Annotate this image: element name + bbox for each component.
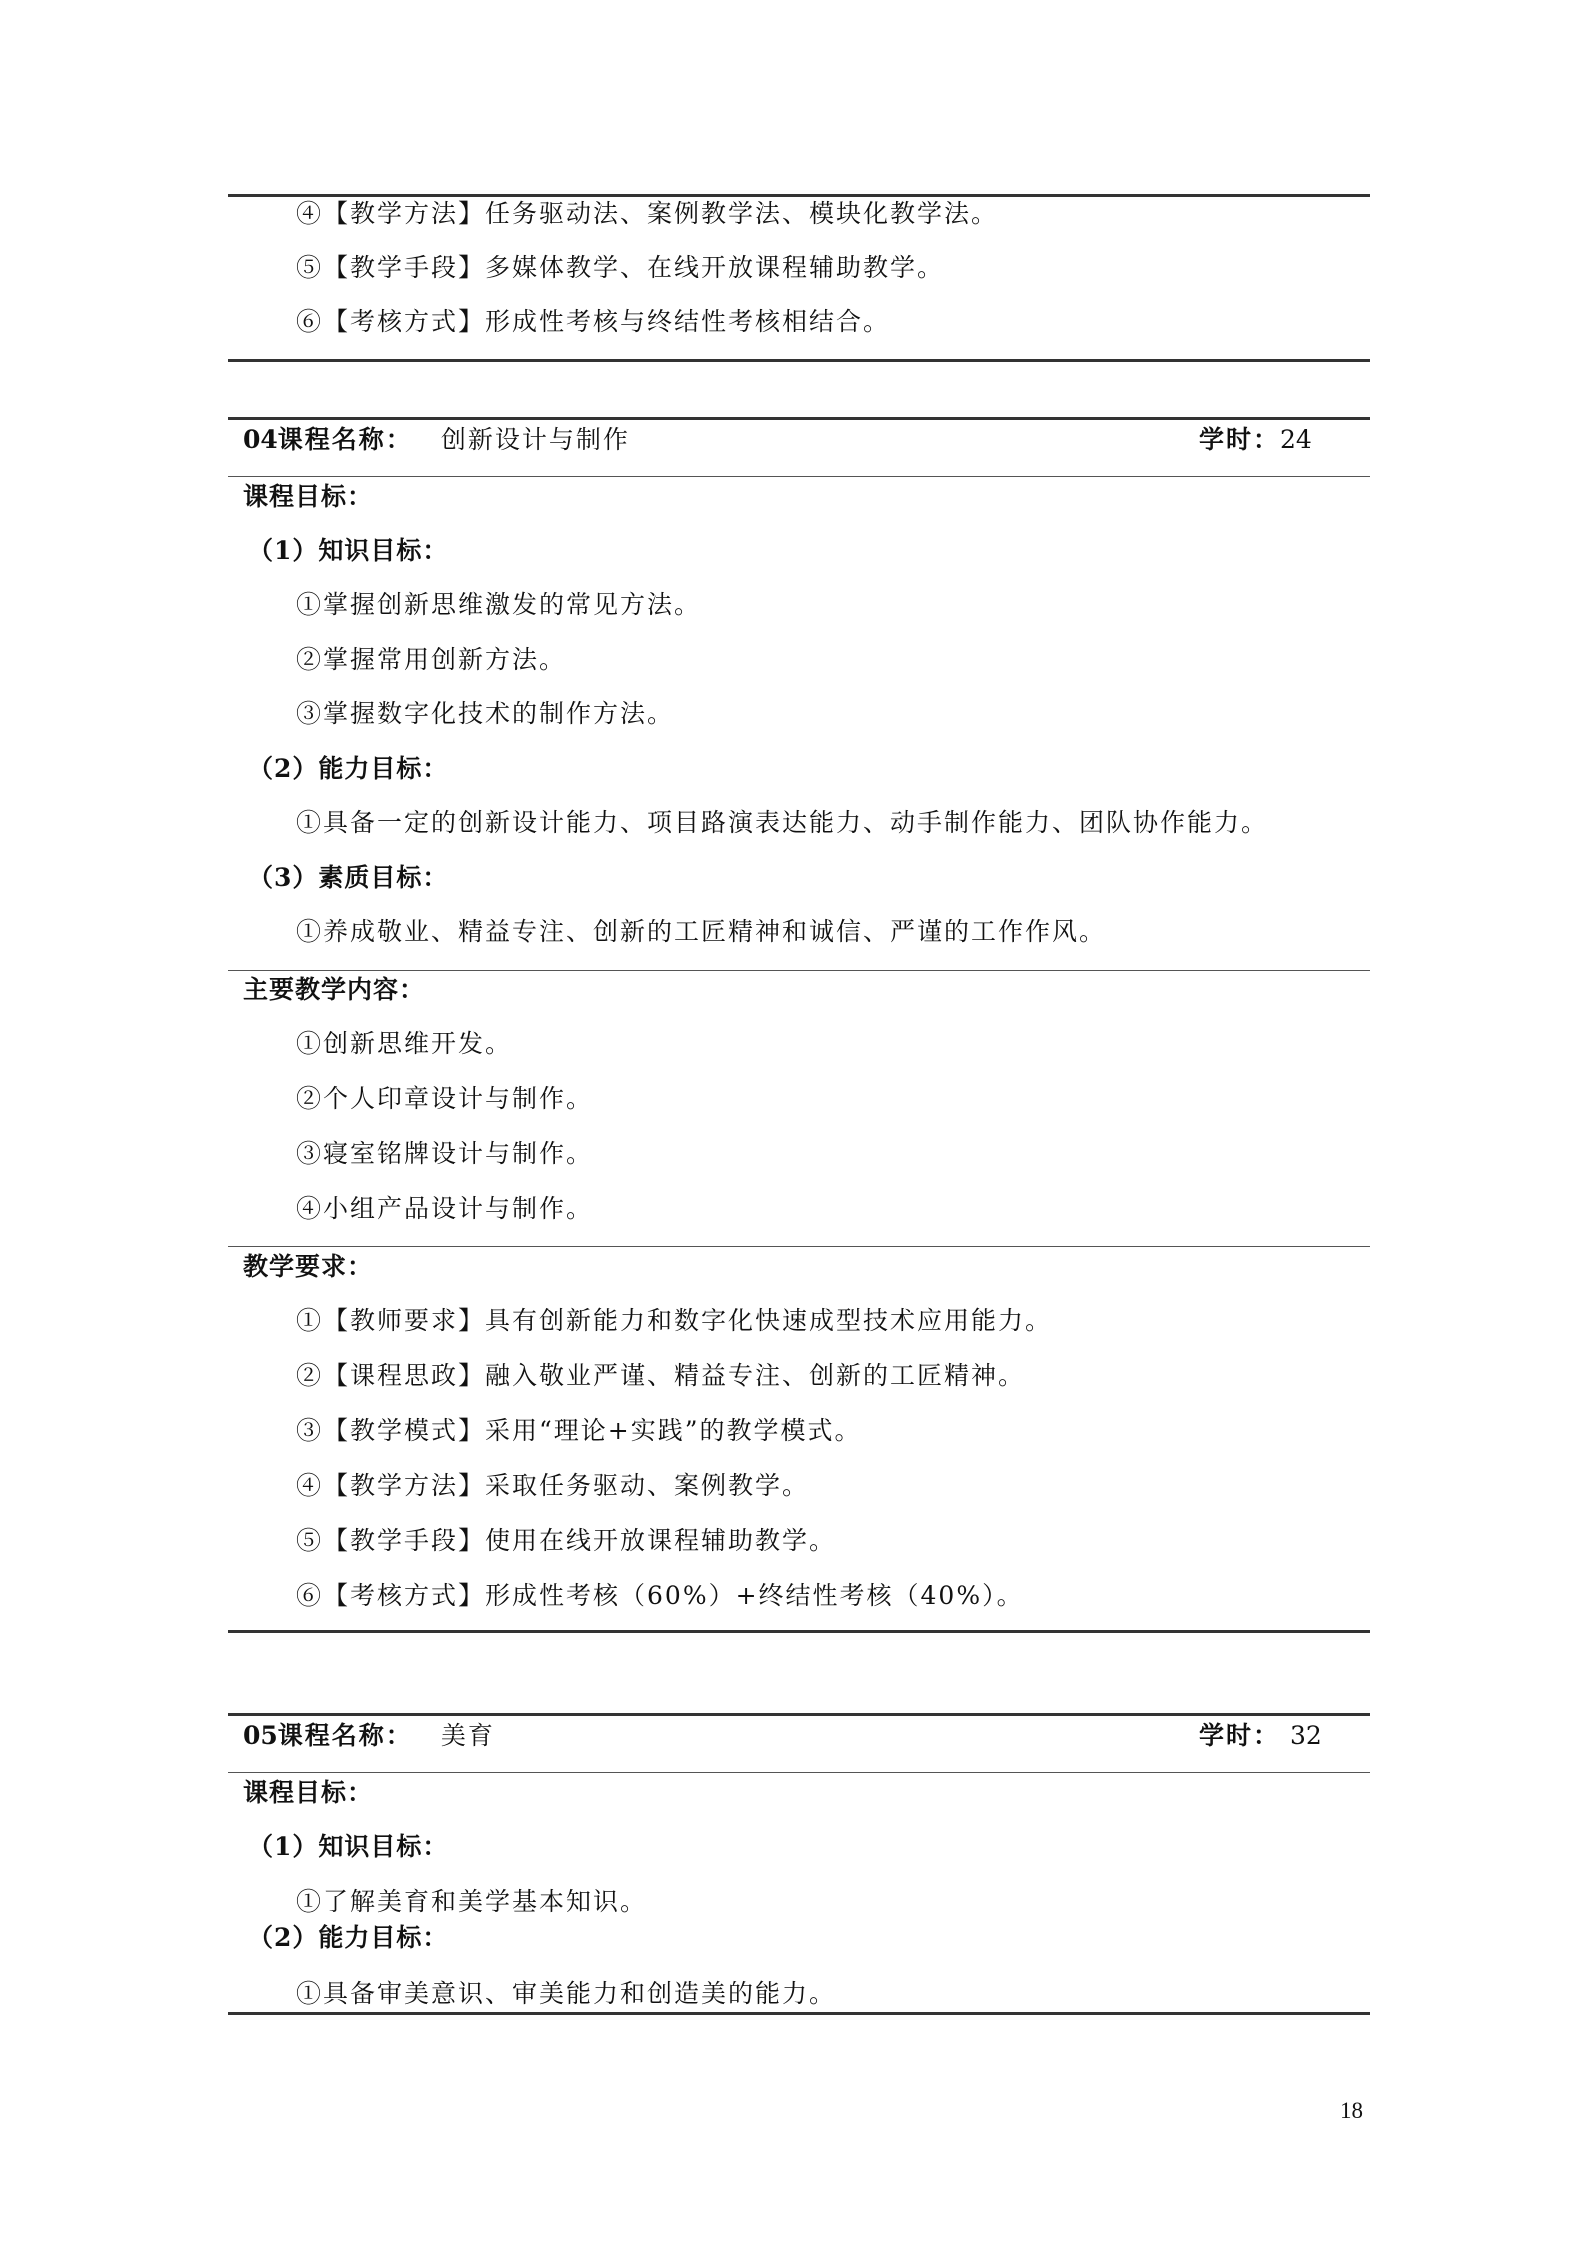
course-table-top-rule — [228, 417, 1370, 420]
hours-value: 32 — [1290, 1721, 1322, 1750]
ability-heading: （2）能力目标： — [248, 1923, 449, 1952]
list-item: ⑥【考核方式】形成性考核与终结性考核相结合。 — [296, 307, 891, 336]
list-item: ①创新思维开发。 — [296, 1029, 513, 1058]
list-item: ①【教师要求】具有创新能力和数字化快速成型技术应用能力。 — [296, 1306, 1053, 1335]
list-item: ②个人印章设计与制作。 — [296, 1084, 594, 1113]
hours-label: 学时： — [1199, 1721, 1281, 1750]
list-item: ⑥【考核方式】形成性考核（60%）+终结性考核（40%）。 — [296, 1581, 1024, 1610]
list-item: ③寝室铭牌设计与制作。 — [296, 1139, 594, 1168]
requirements-heading: 教学要求： — [243, 1252, 374, 1281]
course-name-label: 课程名称： — [277, 1721, 413, 1750]
list-item: ④【教学方法】任务驱动法、案例教学法、模块化教学法。 — [296, 199, 999, 228]
list-item: ②掌握常用创新方法。 — [296, 645, 567, 674]
divider — [228, 1246, 1370, 1247]
course-title-row — [243, 1719, 1353, 1753]
course-number: 04 — [243, 425, 278, 454]
divider — [228, 476, 1370, 477]
hours-label: 学时： — [1199, 425, 1281, 454]
list-item: ①具备审美意识、审美能力和创造美的能力。 — [296, 1979, 837, 2008]
goals-heading: 课程目标： — [243, 1778, 374, 1807]
list-item: ③【教学模式】采用“理论+实践”的教学模式。 — [296, 1416, 862, 1445]
hours-value: 24 — [1280, 425, 1312, 454]
list-item: ⑤【教学手段】使用在线开放课程辅助教学。 — [296, 1526, 837, 1555]
divider — [228, 970, 1370, 971]
course-table-bottom-rule — [228, 2012, 1370, 2015]
list-item: ①具备一定的创新设计能力、项目路演表达能力、动手制作能力、团队协作能力。 — [296, 808, 1269, 837]
list-item: ③掌握数字化技术的制作方法。 — [296, 699, 675, 728]
list-item: ①了解美育和美学基本知识。 — [296, 1887, 648, 1916]
quality-heading: （3）素质目标： — [248, 863, 449, 892]
section-end-rule — [228, 359, 1370, 362]
content-heading: 主要教学内容： — [243, 975, 426, 1004]
list-item: ①养成敬业、精益专注、创新的工匠精神和诚信、严谨的工作作风。 — [296, 917, 1107, 946]
list-item: ⑤【教学手段】多媒体教学、在线开放课程辅助教学。 — [296, 253, 945, 282]
knowledge-heading: （1）知识目标： — [248, 536, 449, 565]
course-hours — [1199, 423, 1312, 457]
course-name: 创新设计与制作 — [440, 425, 630, 454]
course-title-row — [243, 423, 1353, 457]
course-name: 美育 — [440, 1721, 495, 1750]
list-item: ②【课程思政】融入敬业严谨、精益专注、创新的工匠精神。 — [296, 1361, 1026, 1390]
list-item: ④【教学方法】采取任务驱动、案例教学。 — [296, 1471, 810, 1500]
divider — [228, 1772, 1370, 1773]
course-table-bottom-rule — [228, 1630, 1370, 1633]
course-hours — [1199, 1719, 1322, 1753]
course-number: 05 — [243, 1721, 278, 1750]
course-name-label: 课程名称： — [277, 425, 413, 454]
list-item: ①掌握创新思维激发的常见方法。 — [296, 590, 702, 619]
page-number: 18 — [1340, 2098, 1363, 2123]
list-item: ④小组产品设计与制作。 — [296, 1194, 594, 1223]
goals-heading: 课程目标： — [243, 482, 374, 511]
knowledge-heading: （1）知识目标： — [248, 1832, 449, 1861]
course-table-top-rule — [228, 1713, 1370, 1716]
ability-heading: （2）能力目标： — [248, 754, 449, 783]
